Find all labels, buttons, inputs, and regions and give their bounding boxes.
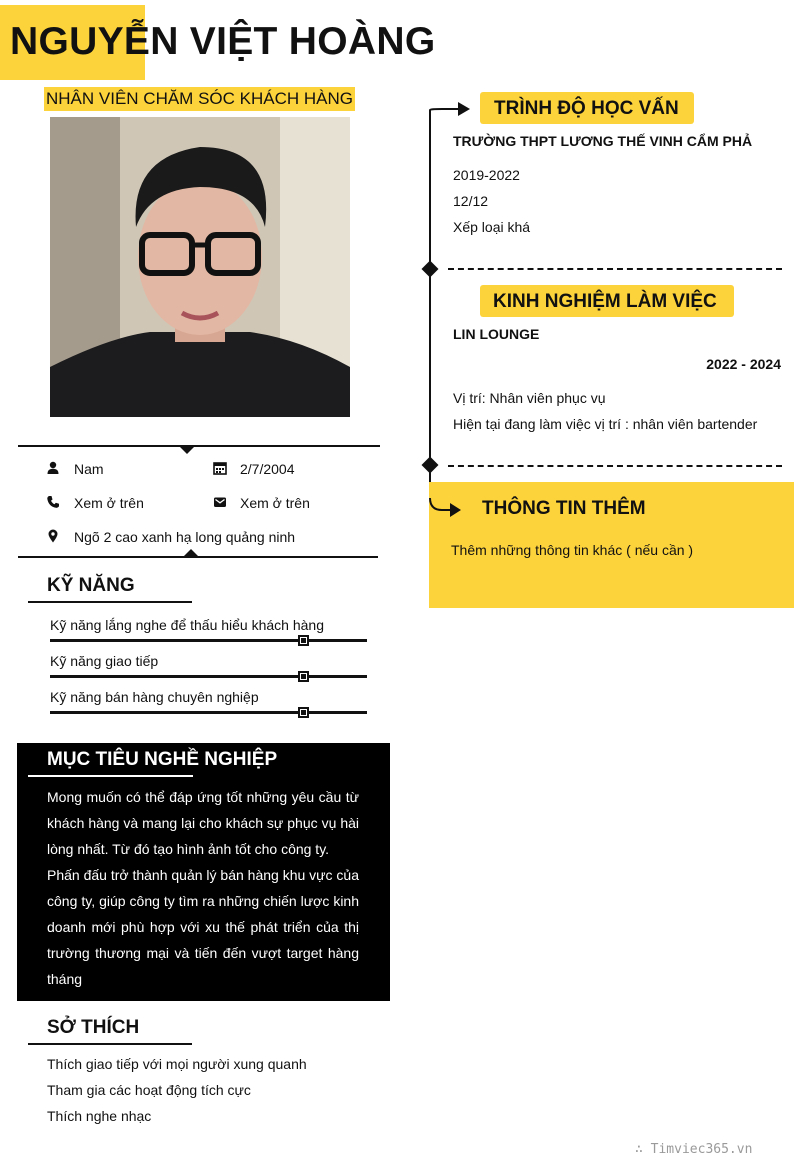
experience-title: KINH NGHIỆM LÀM VIỆC <box>493 291 717 312</box>
objective-text <box>47 784 359 992</box>
info-gender <box>46 461 104 477</box>
info-bottom-divider <box>18 556 378 558</box>
info-address <box>46 529 296 545</box>
education-school: TRƯỜNG THPT LƯƠNG THẾ VINH CẨM PHẢ <box>453 133 753 149</box>
objective-paragraph: Phấn đấu trở thành quản lý bán hàng khu vực của công ty, giúp công ty tìm ra những chiến lược kinh doanh mới phù hợp với xu thế phát triển của thị trường thương mại và tiến đến vượt target hàng tháng <box>47 867 359 987</box>
objective-paragraph: Mong muốn có thể đáp ứng tốt những yêu cầu từ khách hàng và mang lại cho khách sự phục vụ hài lòng nhất. Từ đó tạo hình ảnh tốt cho công ty. <box>47 789 359 857</box>
hobby-item: Thích giao tiếp với mọi người xung quanh <box>47 1056 307 1072</box>
skill-bar <box>50 639 367 642</box>
skill-bar <box>50 711 367 714</box>
arrow-right-icon <box>428 498 464 522</box>
info-email <box>213 495 310 511</box>
objective-title: MỤC TIÊU NGHỀ NGHIỆP <box>47 749 278 770</box>
skills-title: KỸ NĂNG <box>47 575 135 596</box>
skill-label: Kỹ năng bán hàng chuyên nghiệp <box>50 689 259 705</box>
birthday-value: 2/7/2004 <box>240 461 295 477</box>
caret-down-icon <box>180 447 194 454</box>
envelope-icon <box>213 495 227 509</box>
job-title: NHÂN VIÊN CHĂM SÓC KHÁCH HÀNG <box>44 87 355 111</box>
section-divider <box>448 465 782 467</box>
watermark: ∴ Timviec365.vn <box>635 1142 753 1157</box>
address-value: Ngõ 2 cao xanh hạ long quảng ninh <box>74 529 296 545</box>
skill-level-marker <box>298 707 309 718</box>
section-divider <box>448 268 782 270</box>
gender-value: Nam <box>74 461 104 477</box>
candidate-name: NGUYỄN VIỆT HOÀNG <box>10 20 436 63</box>
skill-level-marker <box>298 671 309 682</box>
education-title: TRÌNH ĐỘ HỌC VẤN <box>494 98 679 119</box>
skill-level-marker <box>298 635 309 646</box>
skills-underline <box>28 601 192 603</box>
calendar-icon <box>213 461 227 475</box>
extra-info-text: Thêm những thông tin khác ( nếu cần ) <box>451 542 694 558</box>
extra-info-title: THÔNG TIN THÊM <box>482 498 646 519</box>
objective-underline <box>28 775 193 777</box>
experience-period: 2022 - 2024 <box>706 356 781 372</box>
info-phone <box>46 495 144 511</box>
education-period: 2019-2022 <box>453 167 520 183</box>
info-birthday <box>213 461 295 477</box>
caret-up-icon <box>184 549 198 556</box>
skill-label: Kỹ năng giao tiếp <box>50 653 159 669</box>
education-rank: Xếp loại khá <box>453 219 531 235</box>
phone-value: Xem ở trên <box>74 495 144 511</box>
profile-photo <box>50 117 350 417</box>
hobbies-underline <box>28 1043 192 1045</box>
info-top-divider <box>18 445 380 447</box>
email-value: Xem ở trên <box>240 495 310 511</box>
skill-bar <box>50 675 367 678</box>
map-pin-icon <box>46 529 60 543</box>
user-icon <box>46 461 60 475</box>
education-grade: 12/12 <box>453 193 489 209</box>
hobby-item: Tham gia các hoạt động tích cực <box>47 1082 251 1098</box>
hobbies-title: SỞ THÍCH <box>47 1017 140 1038</box>
phone-icon <box>46 495 60 509</box>
portrait-illustration <box>50 117 350 417</box>
hobby-item: Thích nghe nhạc <box>47 1108 152 1124</box>
experience-position: Vị trí: Nhân viên phục vụ <box>453 390 606 406</box>
experience-current: Hiện tại đang làm việc vị trí : nhân viên bartender <box>453 416 758 432</box>
skill-label: Kỹ năng lắng nghe để thấu hiểu khách hàng <box>50 617 325 633</box>
experience-company: LIN LOUNGE <box>453 326 540 342</box>
